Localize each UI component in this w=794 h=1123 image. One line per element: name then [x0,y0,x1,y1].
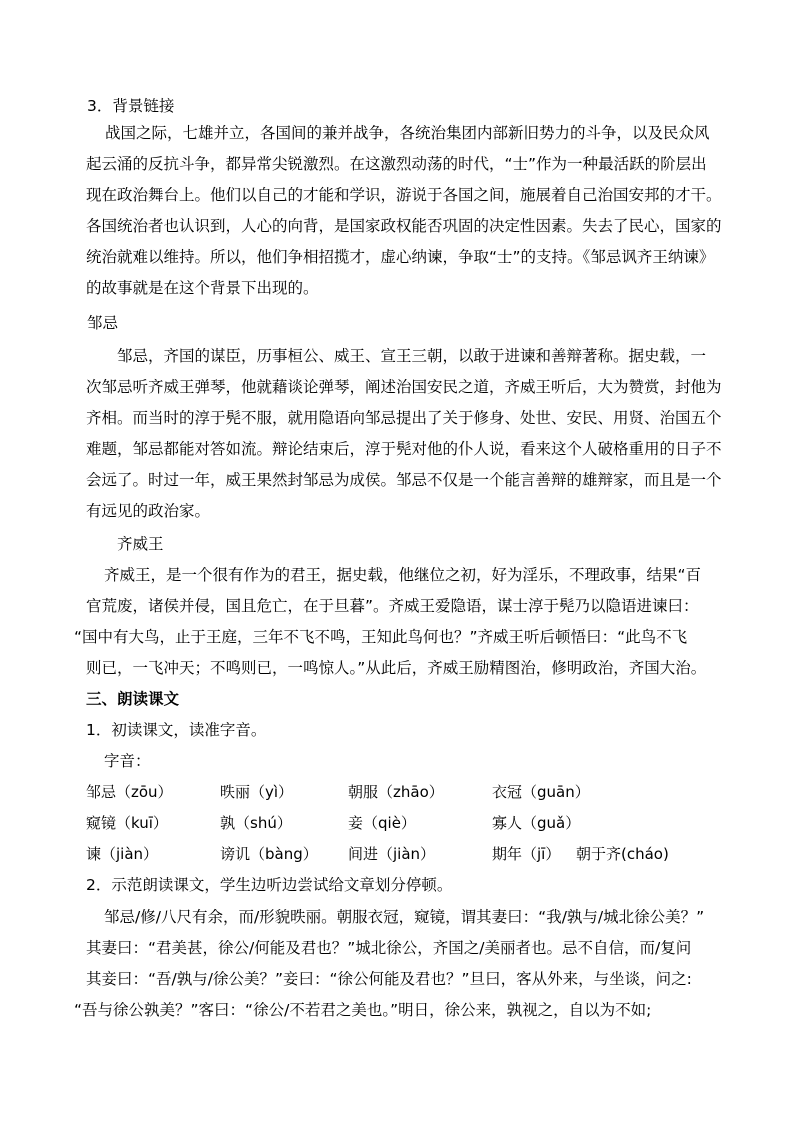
reading-item-2: 2．示范朗读课文，学生边听边尝试给文章划分停顿。 [86,876,453,894]
phonetic-item: 昳丽（yì） [220,783,294,801]
qiweiwang-line-1: 齐威王，是一个很有作为的君王，据史载，他继位之初，好为淫乐，不理政事，结果“百 [104,566,702,584]
background-line-2: 起云涌的反抗斗争，都异常尖锐激烈。在这激烈动荡的时代，“士”作为一种最活跃的阶层出 [86,155,707,173]
phonetic-label: 字音： [104,752,151,770]
zouji-title: 邹忌 [87,314,119,332]
zouji-line-2: 次邹忌听齐威王弹琴，他就藉谈论弹琴，阐述治国安民之道，齐威王听后，大为赞赏，封他为 [86,378,722,396]
reading-heading: 三、朗读课文 [86,690,180,708]
zouji-line-4: 难题，邹忌都能对答如流。辩论结束后，淳于髡对他的仆人说，看来这个人破格重用的日子不 [86,440,722,458]
phonetic-item: 朝服（zhāo） [348,783,444,801]
phonetic-item: 邹忌（zōu） [86,783,173,801]
text-line-1: 邹忌/修/八尺有余，而/形貌昳丽。朝服衣冠，窥镜，谓其妻曰：“我/孰与/城北徐公美？” [104,908,705,926]
background-heading: 3．背景链接 [87,97,175,115]
zouji-line-3: 齐相。而当时的淳于髡不服，就用隐语向邹忌提出了关于修身、处世、安民、用贤、治国五个 [86,409,722,427]
text-line-3: 其妾曰：“吾/孰与/徐公美？”妾曰：“徐公何能及君也？”旦曰，客从外来，与坐谈，问之: [86,970,692,988]
phonetic-item: 谏（jiàn） [86,845,159,863]
qiweiwang-line-2: 官荒废，诸侯并侵，国且危亡，在于旦暮”。齐威王爱隐语，谋士淳于髡乃以隐语进谏曰： [86,597,699,615]
background-line-5: 统治就难以维持。所以，他们争相招揽才，虚心纳谏，争取“士”的支持。《邹忌讽齐王纳谏》 [86,248,715,266]
reading-item-1: 1．初读课文，读准字音。 [86,721,267,739]
qiweiwang-line-4: 则已，一飞冲天；不鸣则已，一鸣惊人。”从此后，齐威王励精图治，修明政治，齐国大治。 [86,659,707,677]
phonetic-item: 朝于齐(cháo) [576,845,669,863]
phonetic-item: 妾（qiè） [348,814,416,832]
background-line-4: 各国统治者也认识到，人心的向背，是国家政权能否巩固的决定性因素。失去了民心，国家的 [86,217,722,235]
phonetic-item: 期年（jī） [492,845,561,863]
text-line-4: “吾与徐公孰美？”客曰：“徐公/不若君之美也。”明日，徐公来，孰视之，自以为不如; [74,1001,652,1019]
zouji-line-5: 会远了。时过一年，威王果然封邹忌为成侯。邹忌不仅是一个能言善辩的雄辩家，而且是一个 [86,471,722,489]
qiweiwang-line-3: “国中有大鸟，止于王庭，三年不飞不鸣，王知此鸟何也？”齐威王听后顿悟曰：“此鸟不飞 [74,628,688,646]
zouji-line-6: 有远见的政治家。 [86,502,211,520]
text-line-2: 其妻曰：“君美甚，徐公/何能及君也？”城北徐公，齐国之/美丽者也。忌不自信，而/复问 [86,939,692,957]
phonetic-item: 谤讥（bàng） [220,845,318,863]
phonetic-item: 孰（shú） [220,814,292,832]
phonetic-item: 间进（jiàn） [348,845,436,863]
phonetic-item: 衣冠（guān） [492,783,590,801]
phonetic-item: 窥镜（kuī） [86,814,168,832]
zouji-line-1: 邹忌，齐国的谋臣，历事桓公、威王、宣王三朝，以敢于进谏和善辩著称。据史载，一 [117,347,707,365]
background-line-6: 的故事就是在这个背景下出现的。 [86,279,319,297]
background-line-1: 战国之际，七雄并立，各国间的兼并战争，各统治集团内部新旧势力的斗争，以及民众风 [105,124,710,142]
qiweiwang-title: 齐威王 [117,535,164,553]
phonetic-item: 寡人（guǎ） [492,814,581,832]
background-line-3: 现在政治舞台上。他们以自己的才能和学识，游说于各国之间，施展着自己治国安邦的才干。 [86,186,722,204]
